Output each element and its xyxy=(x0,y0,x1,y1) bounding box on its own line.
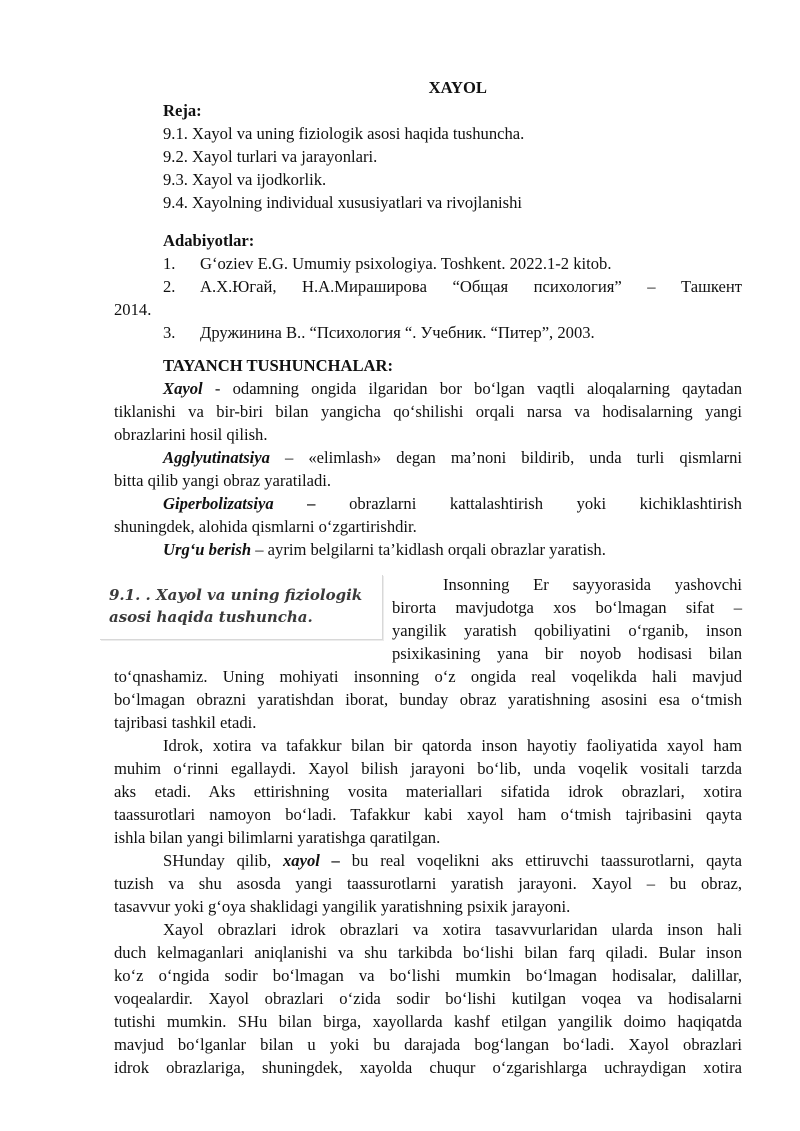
literature-item xyxy=(114,252,742,275)
concept-term: Agglyutinatsiya xyxy=(163,448,270,467)
body-line: tuzish va shu asosda yangi taassurotlarni yaratish jarayoni. Xayol – bu obraz, xyxy=(114,874,742,893)
concept-urgu-berish xyxy=(114,538,742,561)
concepts-heading: TAYANCH TUSHUNCHALAR: xyxy=(163,356,394,375)
concept-text: «elimlash» degan ma’noni bildirib, unda turli qismlarni xyxy=(308,448,742,467)
literature-item-number: 2. xyxy=(163,277,176,296)
plan-heading: Reja: xyxy=(163,101,202,120)
body-line: mavjud bo‘lganlar bilan u yoki bu darajada bog‘langan bo‘ladi. Xayol obrazlari xyxy=(114,1035,742,1054)
concept-separator: – xyxy=(269,448,309,467)
concept-text: shuningdek, alohida qismlarni o‘zgartirishdir. xyxy=(114,517,417,536)
document-title: XAYOL xyxy=(428,78,487,97)
body-line: ishla bilan yangi bilimlarni yaratishga qaratilgan. xyxy=(114,828,441,847)
body-text: SHunday qilib, xyxy=(163,851,283,870)
concepts-section xyxy=(114,354,742,561)
body-line: muhim o‘rinni egallaydi. Xayol bilish jarayoni bo‘lib, unda voqelik vositali tarzda xyxy=(114,759,742,778)
section-heading: asosi haqida tushuncha. xyxy=(109,608,313,626)
body-line: yangilik yaratish qobiliyatini o‘rganib, inson xyxy=(392,621,742,640)
body-line: voqealardir. Xayol obrazlari o‘zida sodir bo‘lishi kutilgan voqea va hodisalarni xyxy=(114,989,742,1008)
body-line: birorta mavjudotga xos bo‘lmagan sifat – xyxy=(392,598,742,617)
concept-xayol xyxy=(114,377,742,400)
body-line xyxy=(114,849,742,872)
plan-item: 9.4. Xayolning individual xususiyatlari va rivojlanishi xyxy=(163,193,523,212)
literature-item xyxy=(114,321,742,344)
literature-item xyxy=(114,275,742,298)
body-line: idrok obrazlariga, shuningdek, xayolda chuqur o‘zgarishlarga uchraydigan xotira xyxy=(114,1058,742,1077)
section-heading-box xyxy=(100,575,383,640)
plan-item: 9.1. Xayol va uning fiziologik asosi haqida tushuncha. xyxy=(163,124,525,143)
concept-term: Urg‘u berish xyxy=(163,540,252,559)
body-line: taassurotlari namoyon bo‘ladi. Tafakkur kabi xayol ham o‘tmish tajribasini qayta xyxy=(114,805,742,824)
body-line: to‘qnashamiz. Uning mohiyati insonning o‘z ongida real voqelikda hali mavjud xyxy=(114,667,742,686)
body-line: bo‘lmagan obrazni yaratishdan iborat, bunday obraz yaratishning asosini esa o‘tmish xyxy=(114,690,742,709)
literature-heading: Adabiyotlar: xyxy=(163,231,255,250)
body-line: Xayol obrazlari idrok obrazlari va xotira tasavvurlaridan ularda inson hali xyxy=(163,920,742,939)
concept-text: obrazlarini hosil qilish. xyxy=(114,425,268,444)
body-line: tutishi mumkin. SHu bilan birga, xayollarda kashf etilgan yangilik doimo haqiqatda xyxy=(114,1012,742,1031)
body-line: Idrok, xotira va tafakkur bilan bir qatorda inson hayotiy faoliyatida xayol ham xyxy=(163,736,742,755)
concept-term: Xayol xyxy=(163,379,203,398)
body-line: duch kelmaganlari aniqlanishi va shu tarkibda bo‘lishi bilan farq qiladi. Bular inson xyxy=(114,943,742,962)
literature-item-number: 1. xyxy=(163,254,176,273)
body-line: Insonning Er sayyorasida yashovchi xyxy=(443,575,742,594)
body-line: tasavvur yoki g‘oya shaklidagi yangilik yaratishning psixik jarayoni. xyxy=(114,897,571,916)
literature-item-text: G‘oziev E.G. Umumiy psixologiya. Toshkent. 2022.1-2 kitob. xyxy=(200,254,612,273)
concept-separator xyxy=(316,494,350,513)
literature-item-number: 3. xyxy=(163,323,176,342)
concept-separator: – xyxy=(251,540,268,559)
inline-term: xayol – xyxy=(282,851,340,870)
concept-text: odamning ongida ilgaridan bor bo‘lgan vaqtli aloqalarning qaytadan xyxy=(232,379,742,398)
concept-text: bitta qilib yangi obraz yaratiladi. xyxy=(114,471,332,490)
plan-item: 9.3. Xayol va ijodkorlik. xyxy=(163,170,327,189)
concept-text: tiklanishi va bir-biri bilan yangicha qo‘shilishi orqali narsa va hodisalarning yangi xyxy=(114,402,742,421)
concept-text: ayrim belgilarni ta’kidlash orqali obrazlar yaratish. xyxy=(267,540,606,559)
concept-separator: - xyxy=(202,379,233,398)
section-intro-side xyxy=(392,573,742,665)
plan-section xyxy=(114,99,742,214)
literature-item-text: А.Х.Югай, Н.А.Мирашировa “Общая психология” – Ташкент xyxy=(200,277,742,296)
concept-term: Giperbolizatsiya – xyxy=(163,494,316,513)
section-body xyxy=(114,665,742,1079)
concept-agglyutinatsiya xyxy=(114,446,742,469)
concept-text: obrazlarni kattalashtirish yoki kichiklashtirish xyxy=(349,494,742,513)
literature-item-text: Дружинина В.. “Психология “. Учебник. “Питер”, 2003. xyxy=(200,323,595,342)
plan-item: 9.2. Xayol turlari va jarayonlari. xyxy=(163,147,378,166)
literature-section xyxy=(114,229,742,344)
body-line: ko‘z o‘ngida sodir bo‘lmagan va bo‘lishi mumkin bo‘lmagan hodisalar, dalillar, xyxy=(114,966,742,985)
body-line: tajribasi tashkil etadi. xyxy=(114,713,257,732)
literature-item-continuation: 2014. xyxy=(114,300,152,319)
concept-giperbolizatsiya xyxy=(114,492,742,515)
body-line: psixikasining yana bir noyob hodisasi bilan xyxy=(392,644,742,663)
section-heading: 9.1. . Xayol va uning fiziologik xyxy=(109,586,363,604)
body-line: aks etadi. Aks ettirishning vosita materiallari sifatida idrok obrazlari, xotira xyxy=(114,782,742,801)
body-text: bu real voqelikni aks ettiruvchi taassurotlarni, qayta xyxy=(339,851,743,870)
